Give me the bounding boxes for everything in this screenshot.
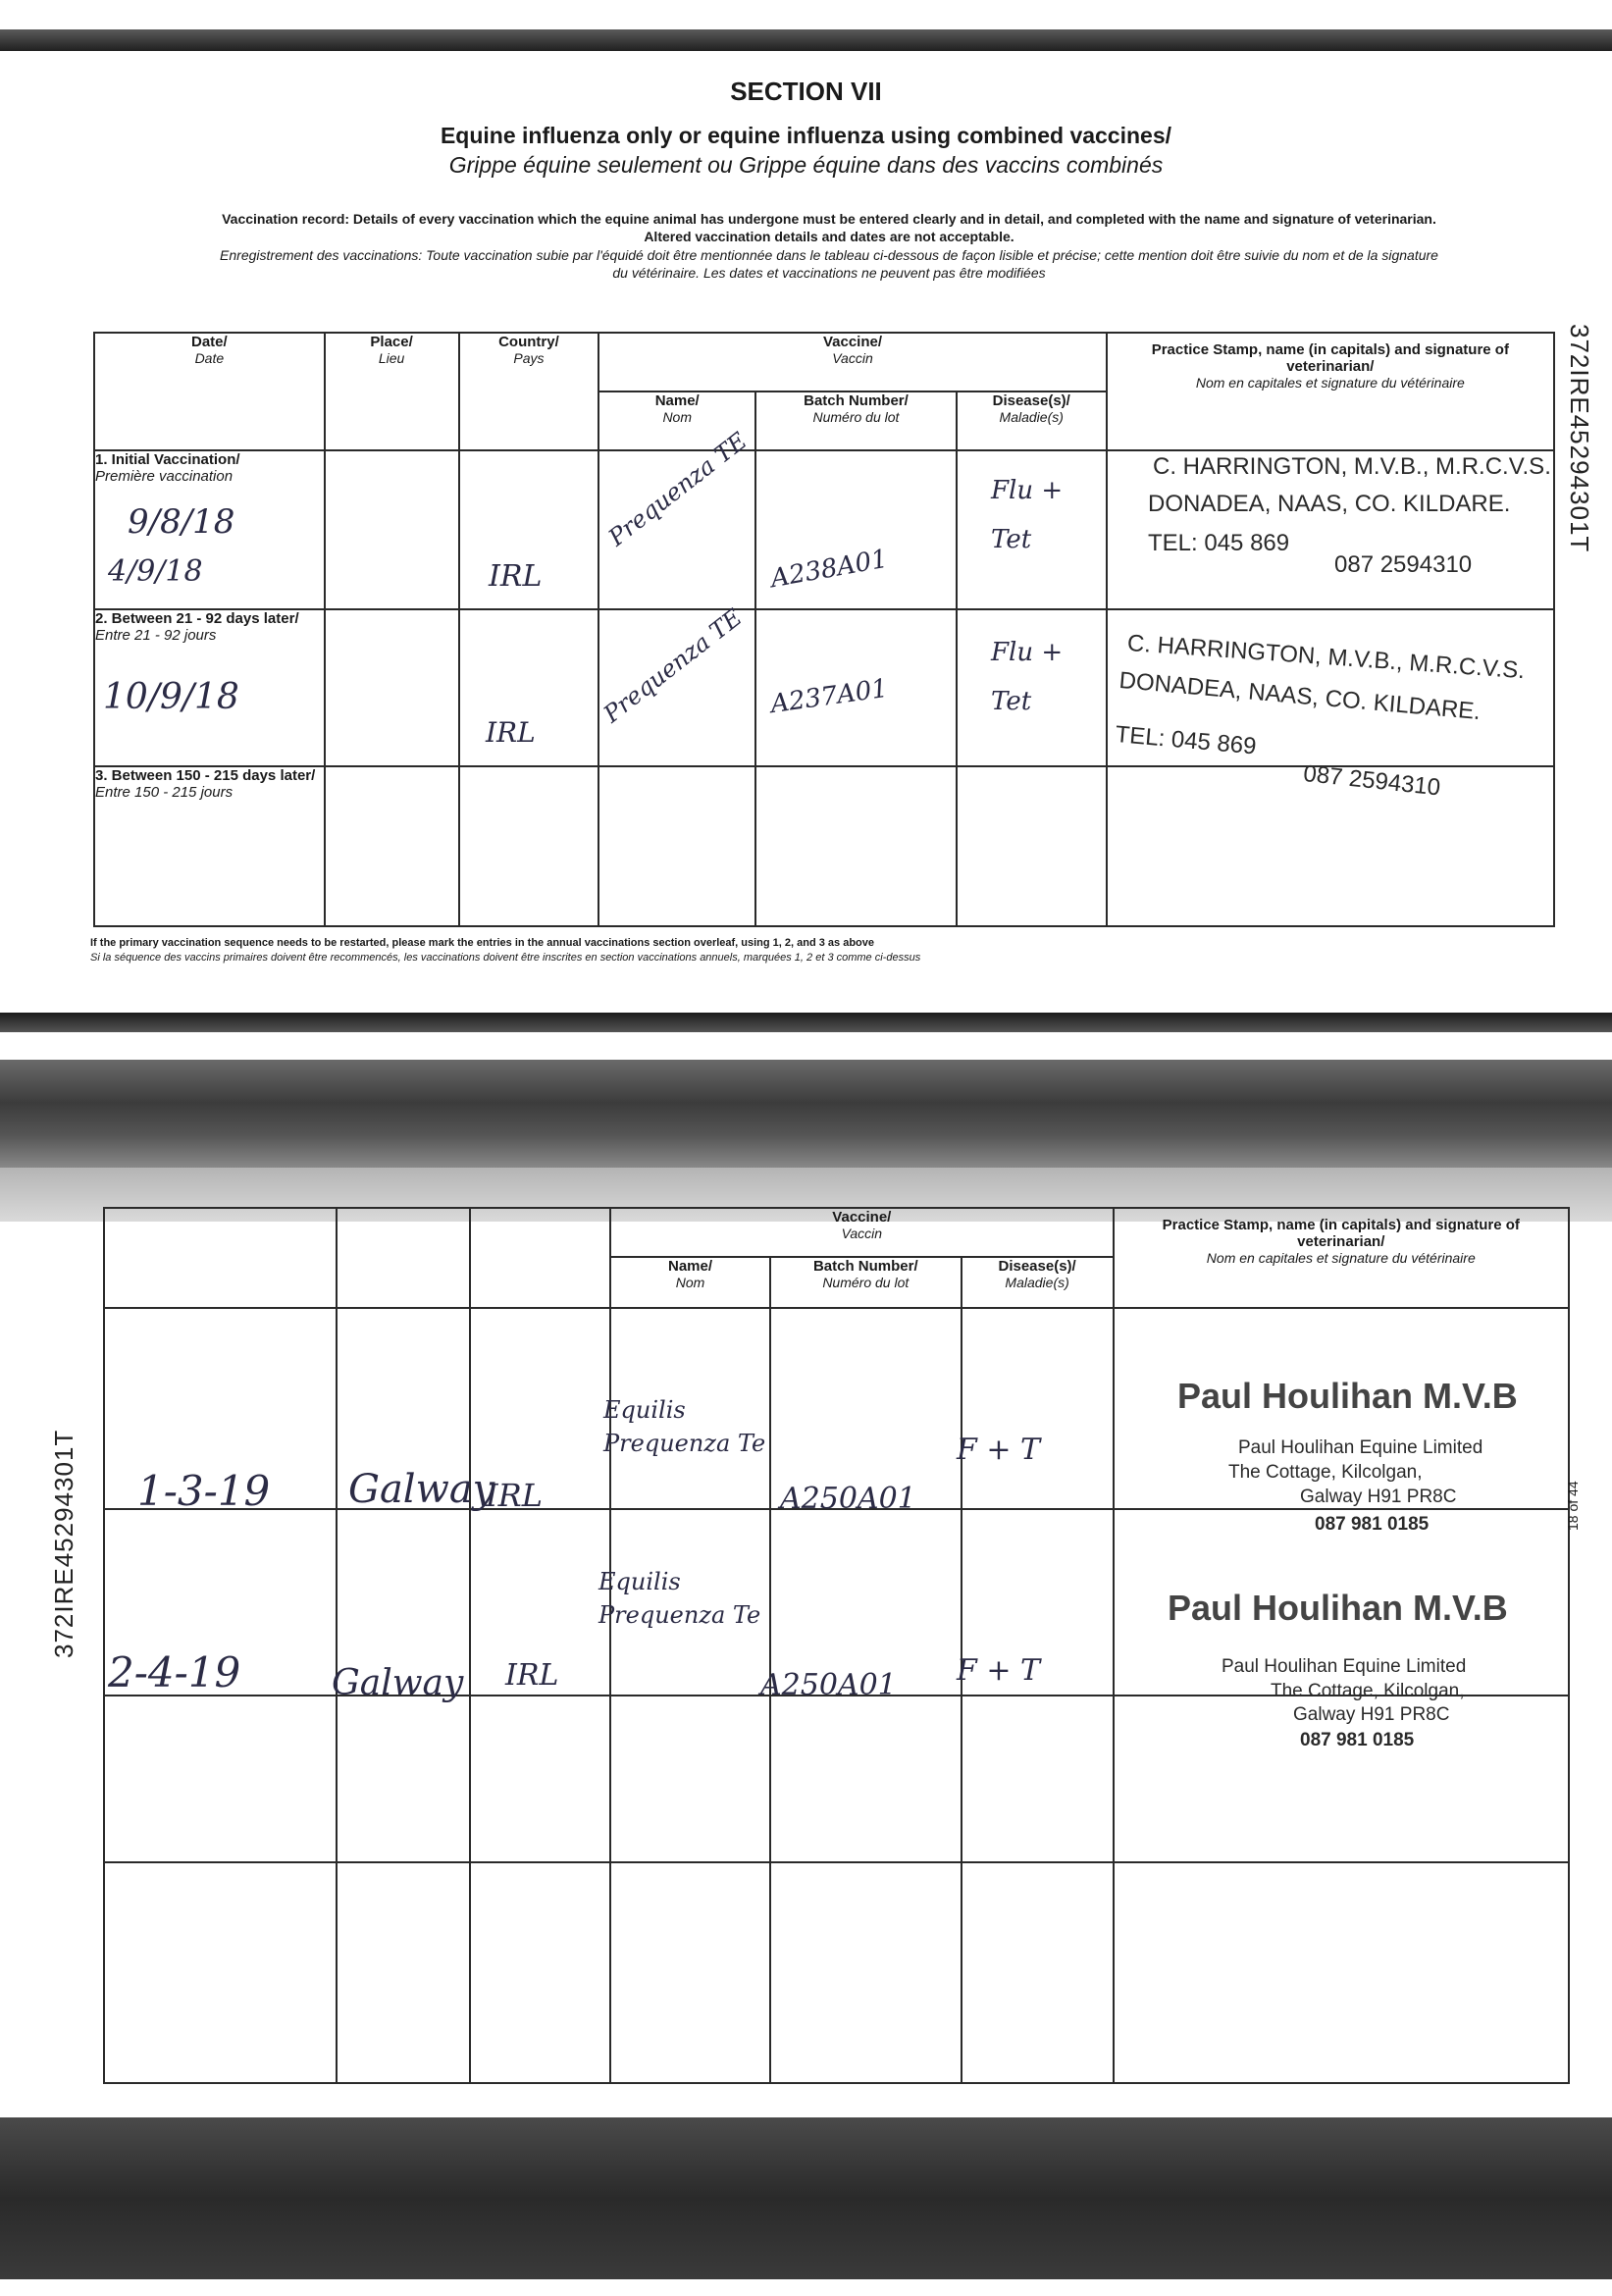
handwritten-date: 1-3-19 xyxy=(137,1467,271,1515)
handwritten-country: IRL xyxy=(489,559,543,594)
footnote-en: If the primary vaccination sequence needs to be restarted, please mark the entries in the annual vaccinations section overleaf, using 1, 2, and 3 as above xyxy=(90,937,875,949)
header-vaccine: Vaccine/ Vaccin xyxy=(598,333,1106,391)
handwritten-country: IRL xyxy=(486,1477,543,1514)
row-label: 1. Initial Vaccination/ Première vaccination xyxy=(94,450,325,609)
handwritten-place: Galway xyxy=(332,1663,464,1703)
table-row xyxy=(104,1862,1569,2083)
header-country: Country/ Pays xyxy=(459,333,599,450)
handwritten-date: 4/9/18 xyxy=(108,554,203,589)
row-label: 2. Between 21 - 92 days later/ Entre 21 - 92 jours xyxy=(94,609,325,766)
header-batch-number: Batch Number/ Numéro du lot xyxy=(755,391,957,450)
stamp-line: Paul Houlihan Equine Limited xyxy=(1222,1656,1467,1677)
intro-fr-1: Enregistrement des vaccinations: Toute vaccination subie par l'équidé doit être mentionnée dans le tableau ci-dessous de façon lisible et précise; cette mention doit être suivie du nom et de la signature xyxy=(220,247,1438,263)
handwritten-country: IRL xyxy=(486,716,536,749)
stamp-line: Paul Houlihan Equine Limited xyxy=(1238,1437,1483,1458)
header-date xyxy=(104,1208,337,1308)
stamp-name: Paul Houlihan M.V.B xyxy=(1168,1588,1508,1628)
handwritten-vaccine-name: Equilis Prequenza Te xyxy=(598,1568,761,1629)
section-title: SECTION VII xyxy=(730,77,882,106)
handwritten-date: 2-4-19 xyxy=(108,1648,241,1696)
stamp-line: C. HARRINGTON, M.V.B., M.R.C.V.S. xyxy=(1126,630,1526,685)
primary-vaccination-table xyxy=(93,332,1555,927)
handwritten-batch: A237A01 xyxy=(768,673,890,720)
stamp-line: The Cottage, Kilcolgan, xyxy=(1271,1681,1465,1701)
scan-edge-bottom xyxy=(0,2117,1612,2279)
handwritten-batch: A250A01 xyxy=(760,1668,897,1702)
scan-edge-middle xyxy=(0,1013,1612,1032)
intro-en-1: Vaccination record: Details of every vaccination which the equine animal has undergone must be entered clearly and in detail, and completed with the name and signature of veterinarian. xyxy=(222,211,1436,227)
annual-vaccination-table xyxy=(103,1207,1570,2084)
header-vaccine-name: Name/ Nom xyxy=(610,1257,770,1308)
stamp-name: Paul Houlihan M.V.B xyxy=(1177,1376,1518,1416)
header-place: Place/ Lieu xyxy=(325,333,459,450)
stamp-line: 087 981 0185 xyxy=(1300,1730,1415,1750)
stamp-line: Galway H91 PR8C xyxy=(1293,1704,1450,1725)
row-label: 3. Between 150 - 215 days later/ Entre 150 - 215 jours xyxy=(94,766,325,926)
header-date: Date/ Date xyxy=(94,333,325,450)
header-stamp: Practice Stamp, name (in capitals) and signature of veterinarian/ Nom en capitales et signature du vétérinaire xyxy=(1114,1208,1569,1308)
handwritten-date: 10/9/18 xyxy=(103,677,239,717)
handwritten-disease: Flu + Tet xyxy=(991,638,1064,716)
header-country xyxy=(470,1208,610,1308)
stamp-line: The Cottage, Kilcolgan, xyxy=(1228,1462,1423,1483)
side-id-left: 372IRE45294301T xyxy=(49,1429,78,1658)
scan-edge-top xyxy=(0,29,1612,51)
side-id-right: 372IRE45294301T xyxy=(1565,324,1594,553)
page-marker: 18 of 44 xyxy=(1565,1481,1581,1531)
stamp-line: 087 2594310 xyxy=(1334,551,1473,578)
handwritten-disease: F + T xyxy=(957,1433,1041,1467)
intro-fr-2: du vétérinaire. Les dates et vaccinations ne peuvent pas être modifiées xyxy=(612,265,1046,281)
header-disease: Disease(s)/ Maladie(s) xyxy=(962,1257,1114,1308)
scan-band-middle xyxy=(0,1060,1612,1168)
stamp-line: DONADEA, NAAS, CO. KILDARE. xyxy=(1118,667,1482,726)
header-vaccine-name: Name/ Nom xyxy=(598,391,755,450)
stamp-line: C. HARRINGTON, M.V.B., M.R.C.V.S. xyxy=(1153,453,1551,480)
footnote-fr: Si la séquence des vaccins primaires doivent être recommencés, les vaccinations doivent être inscrites en section vaccinations annuels, marquées 1, 2 et 3 comme ci-dessus xyxy=(90,952,921,964)
subtitle-fr: Grippe équine seulement ou Grippe équine dans des vaccins combinés xyxy=(448,152,1164,178)
handwritten-batch: A250A01 xyxy=(780,1482,916,1516)
stamp-line: TEL: 045 869 xyxy=(1114,721,1258,760)
handwritten-disease: Flu + Tet xyxy=(991,476,1064,554)
stamp-line: TEL: 045 869 xyxy=(1148,530,1290,556)
stamp-line: Galway H91 PR8C xyxy=(1300,1487,1457,1507)
handwritten-disease: F + T xyxy=(957,1653,1041,1688)
subtitle-en: Equine influenza only or equine influenza using combined vaccines/ xyxy=(440,123,1172,148)
handwritten-batch: A238A01 xyxy=(768,544,890,595)
handwritten-vaccine-name: Prequenza TE xyxy=(603,427,753,552)
header-vaccine: Vaccine/ Vaccin xyxy=(610,1208,1113,1257)
header-stamp: Practice Stamp, name (in capitals) and signature of veterinarian/ Nom en capitales et signature du vétérinaire xyxy=(1107,333,1554,450)
intro-en-2: Altered vaccination details and dates are not acceptable. xyxy=(644,229,1014,244)
stamp-line: 087 981 0185 xyxy=(1315,1514,1430,1535)
handwritten-place: Galway xyxy=(348,1467,495,1512)
handwritten-vaccine-name: Prequenza TE xyxy=(598,603,748,729)
header-disease: Disease(s)/ Maladie(s) xyxy=(957,391,1107,450)
handwritten-vaccine-name: Equilis Prequenza Te xyxy=(603,1396,766,1457)
header-place xyxy=(337,1208,471,1308)
stamp-line: 087 2594310 xyxy=(1302,760,1442,802)
stamp-line: DONADEA, NAAS, CO. KILDARE. xyxy=(1148,491,1511,517)
handwritten-country: IRL xyxy=(505,1658,559,1693)
header-batch-number: Batch Number/ Numéro du lot xyxy=(770,1257,962,1308)
handwritten-date: 9/8/18 xyxy=(128,502,235,542)
